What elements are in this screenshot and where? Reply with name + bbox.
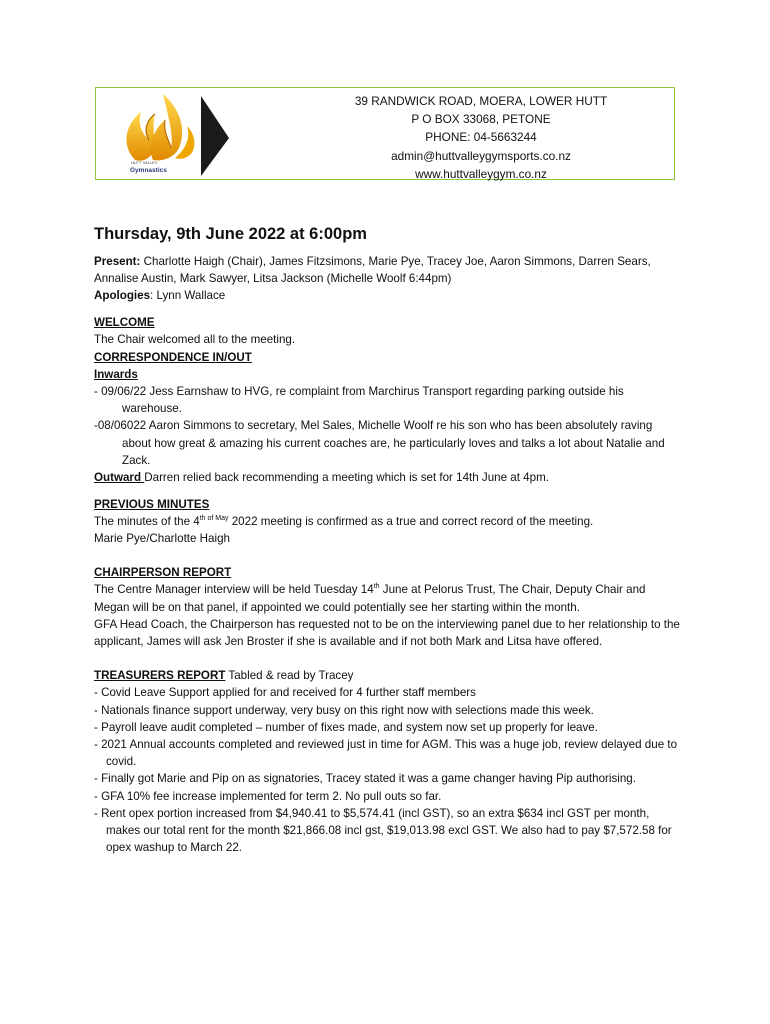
treasurers-heading: TREASURERS REPORT (94, 669, 226, 683)
flame-left-icon (126, 112, 155, 161)
treasurers-item: - Rent opex portion increased from $4,940.41 to $5,574.41 (incl GST), so an extra $634 incl GST per month, makes our total rent for the month $21,866.08 incl gst, $19,013.98 excl GST. We also had to pay $7,572.58 for opex washup to March 22. (94, 806, 672, 855)
apologies-text: : Lynn Wallace (150, 289, 226, 303)
logo-text: Gymnastics (130, 167, 167, 174)
correspondence-heading: CORRESPONDENCE IN/OUT (94, 350, 252, 364)
address-line: 39 RANDWICK ROAD, MOERA, LOWER HUTT (354, 94, 608, 108)
treasurers-item: - GFA 10% fee increase implemented for term 2. No pull outs so far. (94, 789, 442, 803)
treasurers-item: - 2021 Annual accounts completed and reviewed just in time for AGM. This was a huge job, review delayed due to covid. (94, 738, 678, 769)
treasurers-item: - Covid Leave Support applied for and received for 4 further staff members (94, 686, 476, 700)
welcome-text: The Chair welcomed all to the meeting. (94, 333, 296, 347)
website-line[interactable]: www.huttvalleygym.co.nz (415, 166, 547, 181)
club-logo (113, 90, 323, 176)
letterhead (95, 87, 675, 180)
email-line[interactable]: admin@huttvalleygymsports.co.nz (391, 148, 571, 163)
treasurers-heading-suffix: Tabled & read by Tracey (225, 669, 354, 683)
outward-paragraph (94, 469, 684, 486)
flame-mid-icon (151, 94, 182, 160)
inwards-item: - 09/06/22 Jess Earnshaw to HVG, re complaint from Marchirus Transport regarding parking outside his warehouse. (94, 384, 624, 416)
phone-line: PHONE: 04-5663244 (425, 130, 537, 145)
outward-text: Darren relied back recommending a meeting which is set for 14th June at 4pm. (144, 470, 549, 484)
apologies-paragraph (94, 287, 684, 304)
address-block (308, 92, 654, 183)
previous-minutes-text: The minutes of the $4^{th of May}$ 2022 meeting is confirmed as a true and correct record of the meeting. (94, 514, 594, 528)
treasurers-item: - Finally got Marie and Pip on as signatories, Tracey stated it was a game changer having Pip authorising. (94, 772, 636, 786)
outward-label: Outward (94, 470, 145, 484)
inwards-item: -08/06022 Aaron Simmons to secretary, Mel Sales, Michelle Woolf re his son who has been absolutely raving about how great & amazing his current coaches are, he particularly loves and talks a lot about Natalie and Zack. (94, 419, 665, 467)
treasurers-item: - Nationals finance support underway, very busy on this right now with selections made this week. (94, 703, 594, 717)
present-label: Present: (94, 255, 141, 268)
present-text: Charlotte Haigh (Chair), James Fitzsimons, Marie Pye, Tracey Joe, Aaron Simmons, Darren Sears, Annalise Austin, Mark Sawyer, Litsa Jackson (Michelle Woolf 6:44pm) (94, 255, 651, 286)
inwards-label: Inwards (94, 367, 138, 381)
meeting-title: Thursday, 9th June 2022 at 6:00pm (94, 225, 367, 243)
chairperson-p1: The Centre Manager interview will be held Tuesday 14th June at Pelorus Trust, The Chair, Deputy Chair and Megan will be on that panel, if appointed we could potentially see her starting within the month. (94, 583, 646, 614)
moved-seconded: Marie Pye/Charlotte Haigh (94, 532, 230, 546)
po-box-line: P O BOX 33068, PETONE (411, 112, 551, 127)
previous-minutes-heading: PREVIOUS MINUTES (94, 497, 210, 511)
treasurers-item: - Payroll leave audit completed – number of fixes made, and system now set up properly for leave. (94, 720, 598, 734)
welcome-heading: WELCOME (94, 316, 155, 330)
apologies-label: Apologies (94, 289, 151, 303)
logo-subtitle: HUTT VALLEY (131, 160, 158, 165)
minutes-body (94, 253, 684, 857)
present-paragraph (94, 253, 684, 287)
chairperson-heading: CHAIRPERSON REPORT (94, 566, 232, 580)
treasurers-heading-line (94, 667, 684, 684)
chairperson-p2: GFA Head Coach, the Chairperson has requested not to be on the interviewing panel due to her relationship to the applicant, James will ask Jen Broster if she is available and if not both Mark and Litsa have offered. (94, 617, 680, 649)
